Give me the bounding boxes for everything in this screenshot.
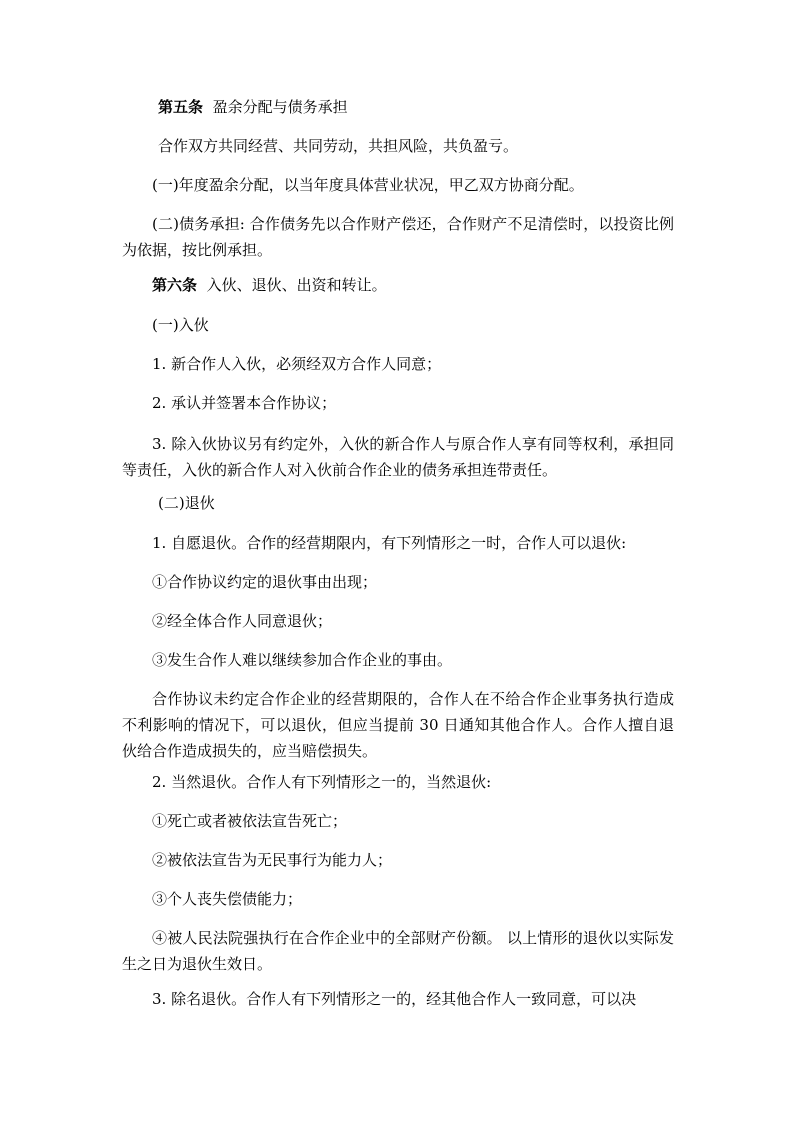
withdraw-item-3: 3. 除名退伙。合作人有下列情形之一的，经其他合作人一致同意，可以决 [152, 990, 637, 1008]
withdraw-item-2-c: ③个人丧失偿债能力； [152, 890, 303, 908]
withdraw-item-1-note: 合作协议未约定合作企业的经营期限的，合作人在不给合作企业事务执行造成不利影响的情况下，可以退伙，但应当提前 30 日通知其他合作人。合作人擅自退伙给合作造成损失的，应当赔偿损失。 [122, 690, 674, 760]
withdraw-item-1-c: ③发生合作人难以继续参加合作企业的事由。 [152, 651, 453, 669]
withdraw-item-2-d: ④被人民法院强执行在合作企业中的全部财产份额。 以上情形的退伙以实际发生之日为退伙生效日。 [122, 929, 674, 973]
article-5-heading: 第五条 [158, 98, 204, 116]
withdraw-item-1-a: ①合作协议约定的退伙事由出现； [152, 573, 378, 591]
withdraw-item-1: 1. 自愿退伙。合作的经营期限内，有下列情形之一时，合作人可以退伙: [152, 534, 627, 552]
join-item-3: 3. 除入伙协议另有约定外，入伙的新合作人与原合作人享有同等权利，承担同等责任，入伙的新合作人对入伙前合作企业的债务承担连带责任。 [122, 435, 674, 479]
article-5-intro: 合作双方共同经营、共同劳动，共担风险，共负盈亏。 [158, 137, 519, 155]
withdraw-item-1-b: ②经全体合作人同意退伙； [152, 612, 333, 630]
join-item-2: 2. 承认并签署本合作协议； [152, 394, 337, 412]
article-5-title: 盈余分配与债务承担 [212, 98, 348, 116]
join-item-1: 1. 新合作人入伙，必须经双方合作人同意； [152, 355, 442, 373]
article-5-item-2: (二)债务承担: 合作债务先以合作财产偿还，合作财产不足清偿时，以投资比例为依据，按比例承担。 [122, 215, 674, 259]
withdraw-item-2-b: ②被依法宣告为无民事行为能力人； [152, 851, 393, 869]
article-6-heading-line [122, 272, 674, 298]
join-heading: (一)入伙 [152, 316, 209, 334]
article-5-item-1: (一)年度盈余分配，以当年度具体营业状况，甲乙双方协商分配。 [152, 176, 584, 194]
withdraw-heading: (二)退伙 [158, 494, 215, 512]
article-6-title: 入伙、退伙、出资和转让。 [206, 276, 387, 294]
article-6-heading: 第六条 [152, 276, 198, 294]
withdraw-item-2-a: ①死亡或者被依法宣告死亡； [152, 812, 348, 830]
article-5-heading-line [122, 94, 674, 120]
withdraw-item-2: 2. 当然退伙。合作人有下列情形之一的，当然退伙: [152, 773, 492, 791]
